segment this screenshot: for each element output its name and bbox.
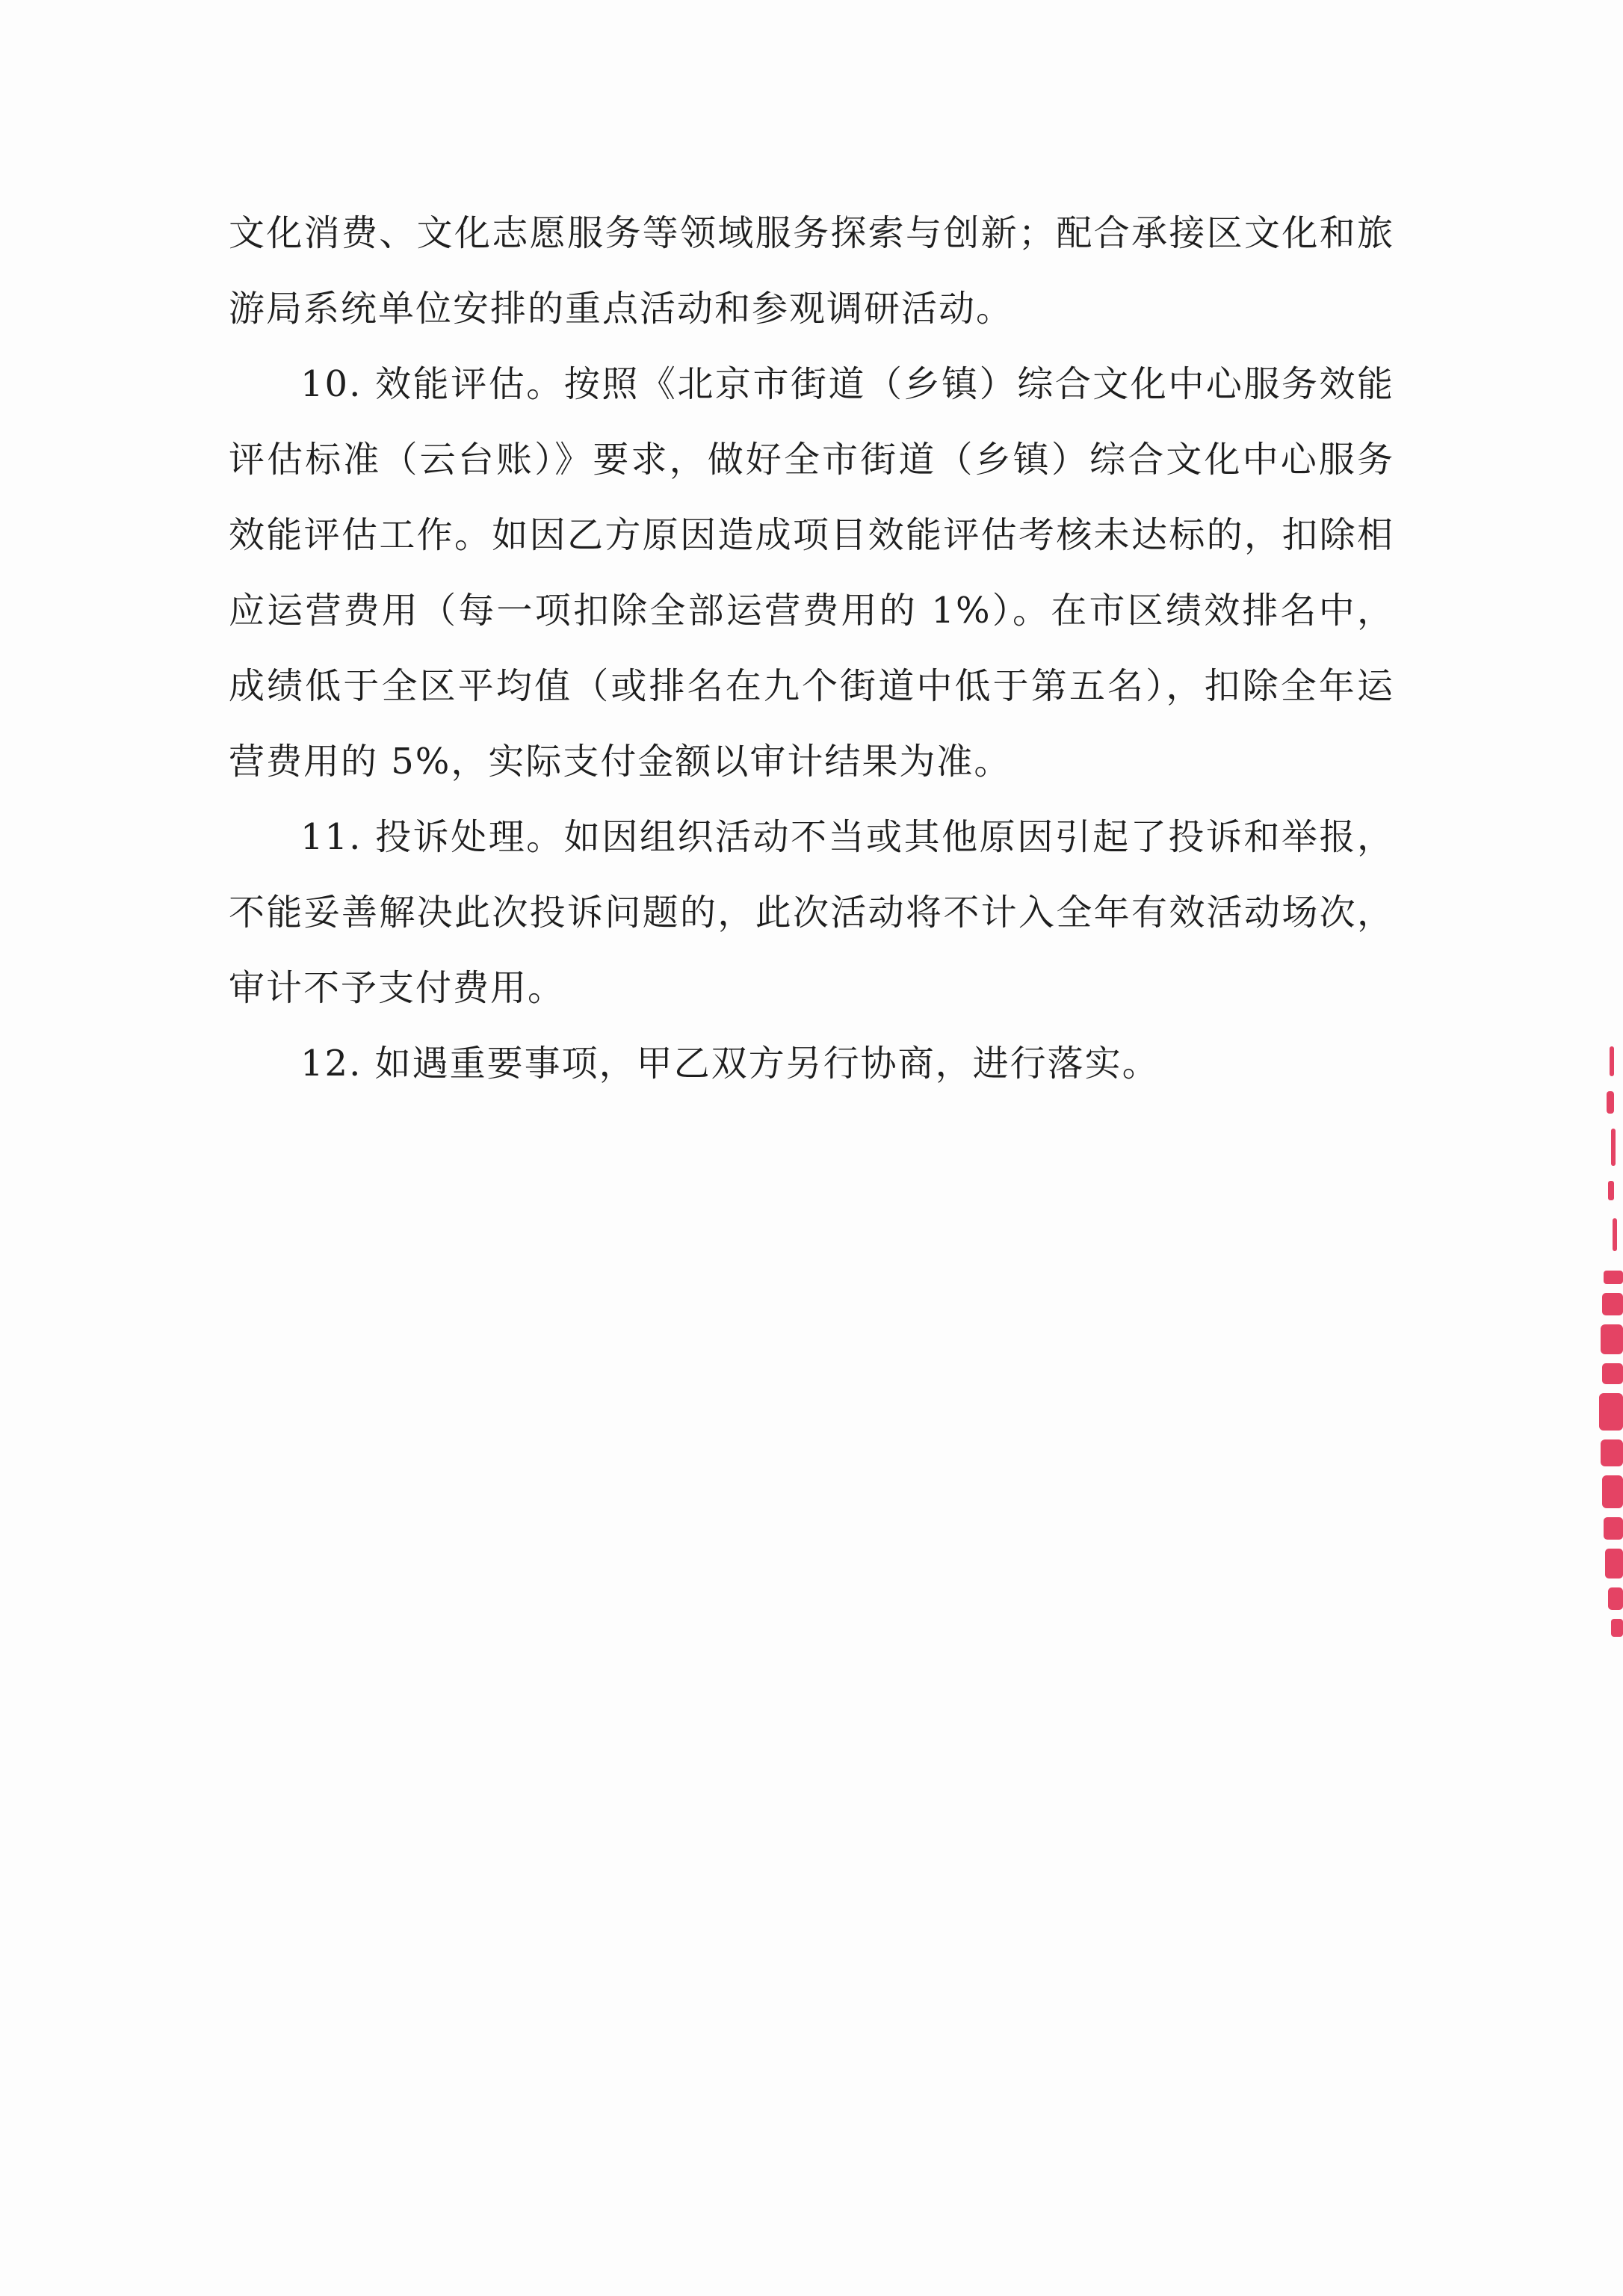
paragraph-item-11-complaint-handling: 11. 投诉处理。如因组织活动不当或其他原因引起了投诉和举报，不能妥善解决此次投诉问题的，此次活动将不计入全年有效活动场次，审计不予支付费用。	[229, 816, 1394, 1009]
seal-edge-fragment	[1599, 1046, 1623, 1689]
paragraph-item-12-important-matters: 12. 如遇重要事项，甲乙双方另行协商，进行落实。	[300, 1043, 1160, 1084]
paragraph-item-10-performance-evaluation: 10. 效能评估。按照《北京市街道（乡镇）综合文化中心服务效能评估标准（云台账）》要求，做好全市街道（乡镇）综合文化中心服务效能评估工作。如因乙方原因造成项目效能评估考核未达标的，扣除相应运营费用（每一项扣除全部运营费用的 1%）。在市区绩效排名中，成绩低于全区平均值（或排名在九个街道中低于第五名），扣除全年运营费用的 5%，实际支付金额以审计结果为准。	[229, 363, 1394, 783]
paragraph-continuation: 文化消费、文化志愿服务等领域服务探索与创新；配合承接区文化和旅游局系统单位安排的重点活动和参观调研活动。	[229, 212, 1394, 330]
document-body	[229, 196, 1394, 1102]
